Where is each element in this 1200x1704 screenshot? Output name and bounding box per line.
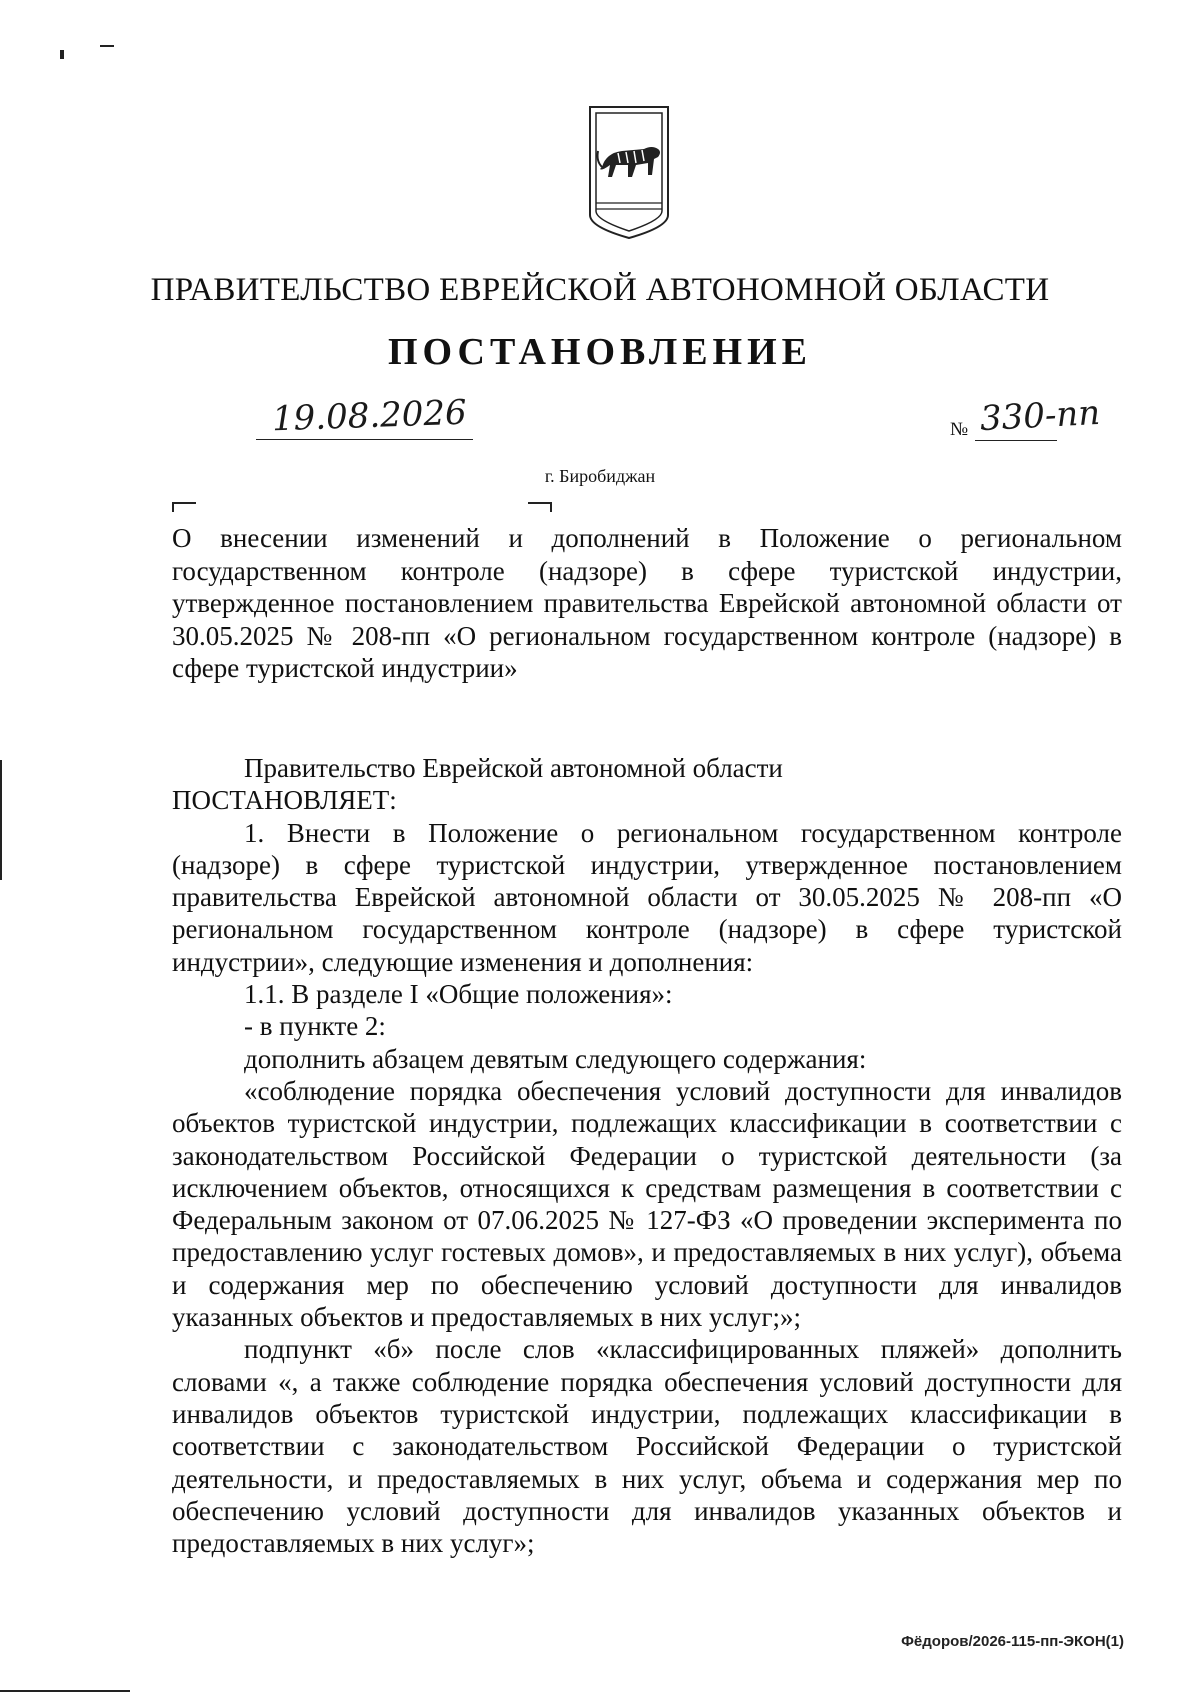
document-body xyxy=(172,752,1122,1559)
title-bracket-right xyxy=(528,502,552,512)
body-paragraph: 1.1. В разделе I «Общие положения»: xyxy=(244,979,673,1010)
number-underline xyxy=(975,440,1057,441)
scan-artifact xyxy=(0,1690,130,1692)
date-underline xyxy=(256,439,473,440)
body-paragraph: ПОСТАНОВЛЯЕТ: xyxy=(172,785,397,816)
document-type: ПОСТАНОВЛЕНИЕ xyxy=(387,331,813,373)
footer-document-code: Фёдоров/2026-115-пп-ЭКОН(1) xyxy=(901,1633,1124,1650)
coat-of-arms-emblem xyxy=(588,105,670,240)
scan-artifact xyxy=(0,760,2,880)
number-label: № xyxy=(950,419,969,440)
title-bracket-left xyxy=(172,502,196,512)
scan-artifact xyxy=(100,45,114,47)
body-paragraph: дополнить абзацем девятым следующего содержания: xyxy=(244,1043,867,1074)
body-paragraph: - в пункте 2: xyxy=(244,1011,386,1042)
body-paragraph: 1. Внести в Положение о региональном государственном контроле (надзоре) в сфере туристской индустрии, утвержденное постановлением правительства Еврейской автономной области от 30.05.2025 № 208-пп «О региональном государственном контроле (надзоре) в сфере туристской индустрии», следующие изменения и дополнения: xyxy=(172,817,1122,977)
document-number: 330-пп xyxy=(979,392,1102,440)
document-title: О внесении изменений и дополнений в Положение о региональном государственном контроле (надзоре) в сфере туристской индустрии, утвержденное постановлением правительства Еврейской автономной области от 30.05.2025 № 208-пп «О региональном государственном контроле (надзоре) в сфере туристской индустрии» xyxy=(172,523,1122,683)
body-paragraph: «соблюдение порядка обеспечения условий доступности для инвалидов объектов туристской индустрии, подлежащих классификации в соответствии с законодательством Российской Федерации о туристской деятельности (за исключением объектов, относящихся к средствам размещения в соответствии с Федеральным законом от 07.06.2025 № 127-ФЗ «О проведении эксперимента по предоставлению услуг гостевых домов», и предоставляемых в них услуг), объема и содержания мер по обеспечению условий доступности для инвалидов указанных объектов и предоставляемых в них услуг;»; xyxy=(172,1075,1122,1333)
body-paragraph: Правительство Еврейской автономной области xyxy=(244,753,783,783)
document-date: 19.08.2026 xyxy=(271,392,468,440)
organization-name: ПРАВИТЕЛЬСТВО ЕВРЕЙСКОЙ АВТОНОМНОЙ ОБЛАСТИ xyxy=(150,272,1050,308)
scan-artifact xyxy=(60,50,64,59)
city-name: г. Биробиджан xyxy=(544,466,656,486)
body-paragraph: подпункт «б» после слов «классифицированных пляжей» дополнить словами «, а также соблюдение порядка обеспечения условий доступности для инвалидов объектов туристской индустрии, подлежащих классификации в соответствии с законодательством Российской Федерации о туристской деятельности, и предоставляемых в них услуг, объема и содержания мер по обеспечению условий доступности для инвалидов указанных объектов и предоставляемых в них услуг»; xyxy=(172,1334,1122,1559)
